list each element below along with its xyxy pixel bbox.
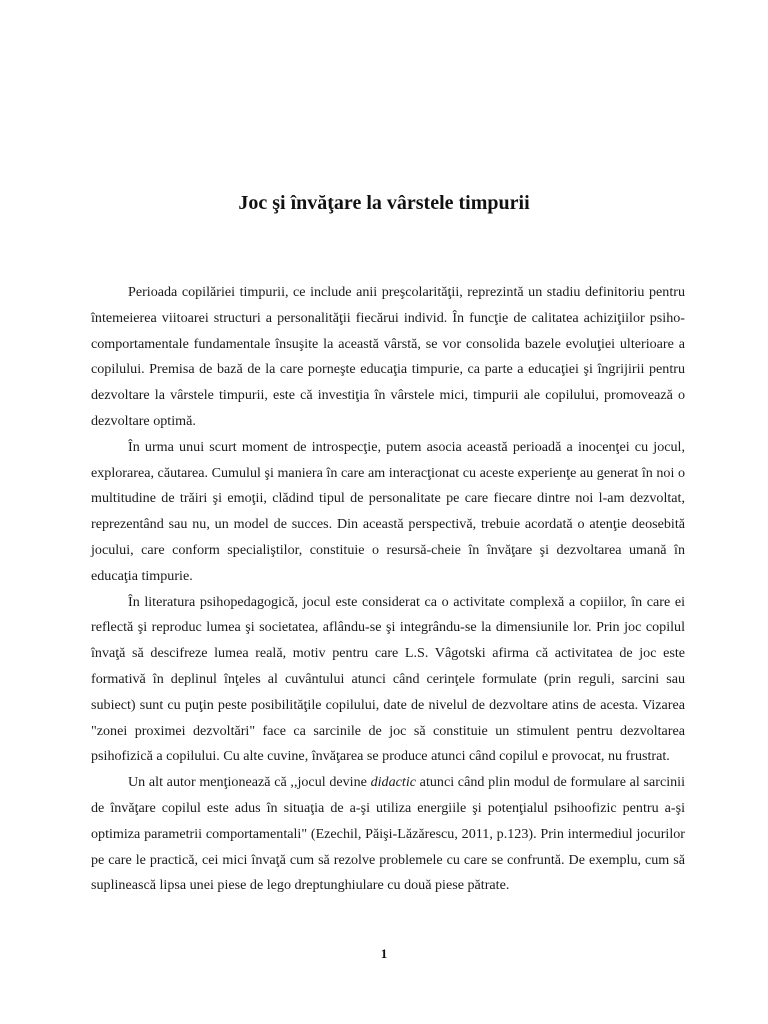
document-title: Joc şi învăţare la vârstele timpurii	[238, 192, 530, 214]
paragraph-4	[91, 770, 685, 899]
page-number: 1	[380, 946, 388, 961]
paragraph-1: Perioada copilăriei timpurii, ce include anii preşcolarităţii, reprezintă un stadiu definitoriu pentru întemeierea viitoarei structuri a personalităţii fiecărui individ. În funcţie de calitatea achiziţiilor psiho-comportamentale fundamentale însuşite la această vârstă, se vor consolida bazele evoluţiei ulterioare a copilului. Premisa de bază de la care porneşte educaţia timpurie, ca parte a educaţiei şi îngrijirii pentru dezvoltare la vârstele timpurii, este că investiţia în vârstele mici, timpurii ale copilului, promovează o dezvoltare optimă.	[91, 284, 685, 429]
paragraph-3: În literatura psihopedagogică, jocul este considerat ca o activitate complexă a copiilor, în care ei reflectă şi reproduc lumea şi societatea, aflându-se şi integrându-se la dimensiunile lor. Prin joc copilul învaţă să descifreze lumea reală, motiv pentru care L.S. Vâgotski afirma că activitatea de joc este formativă în deplinul înţeles al cuvântului atunci când cerinţele formulate (prin reguli, sarcini sau subiect) sunt cu puţin peste posibilităţile copilului, date de nivelul de dezvoltare atins de acesta. Vizarea "zonei proximei dezvoltări" face ca sarcinile de joc să constituie un stimulent pentru dezvoltarea psihofizică a copilului. Cu alte cuvine, învăţarea se produce atunci când copilul e provocat, nu frustrat.	[91, 593, 685, 765]
paragraph-4-before: Un alt autor menţionează că ,,jocul devine	[128, 774, 371, 791]
paragraph-4-italic-term: didactic	[370, 774, 416, 791]
document-body	[91, 280, 685, 899]
paragraph-2: În urma unui scurt moment de introspecţie, putem asocia această perioadă a inocenţei cu jocul, explorarea, căutarea. Cumulul şi maniera în care am interacţionat cu aceste experienţe au generat în noi o multitudine de trăiri şi emoţii, clădind tipul de personalitate pe care fiecare dintre noi l-am dezvoltat, reprezentând sau nu, un model de succes. Din această perspectivă, trebuie acordată o atenţie deosebită jocului, care conform specialiştilor, constituie o resursă-cheie în învăţare şi dezvoltarea umană în educaţia timpurie.	[91, 438, 685, 584]
paragraph-4-after: atunci când plin modul de formulare al sarcinii de învăţare copilul este adus în situaţia de a-şi utiliza energiile şi potenţialul psihoofizic pentru a-şi optimiza parametrii comportamentali" (Ezechil, Păişi-Lăzărescu, 2011, p.123). Prin intermediul jocurilor pe care le practică, cei mici învaţă cum să rezolve problemele cu care se confruntă. De exemplu, cum să suplinească lipsa unei piese de lego dreptunghiulare cu două piese pătrate.	[91, 774, 685, 894]
